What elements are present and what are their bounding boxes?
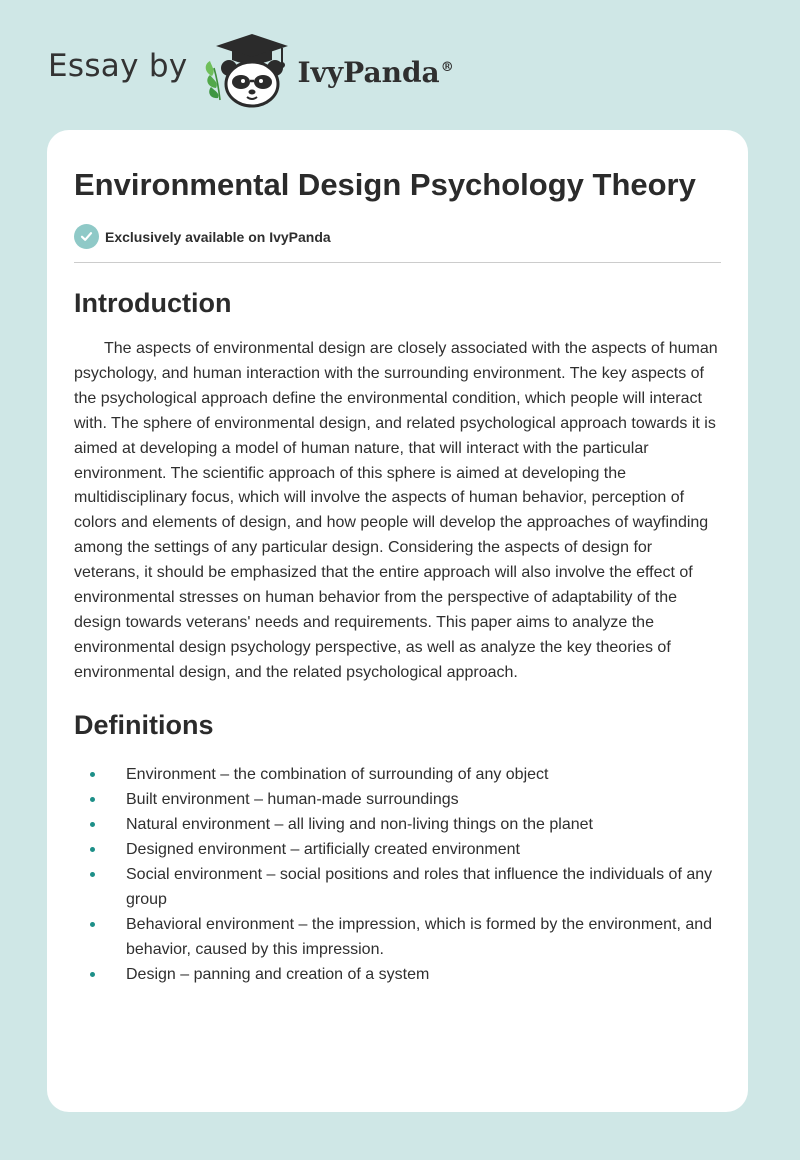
section-heading-definitions: Definitions — [74, 709, 214, 740]
check-icon — [74, 224, 99, 249]
registered-mark: ® — [440, 60, 454, 76]
brand-header — [48, 30, 454, 110]
definitions-list — [74, 762, 721, 987]
essay-title: Environmental Design Psychology Theory — [74, 167, 696, 202]
exclusive-label: Exclusively available on IvyPanda — [105, 228, 331, 245]
list-item: Design – panning and creation of a system — [74, 962, 721, 987]
list-item: Built environment – human-made surroundings — [74, 787, 721, 812]
list-item: Designed environment – artificially created environment — [74, 837, 721, 862]
essay-card — [47, 130, 748, 1112]
introduction-section — [74, 286, 721, 686]
list-item: Social environment – social positions and roles that influence the individuals of any group — [74, 862, 721, 912]
list-item: Behavioral environment – the impression, which is formed by the environment, and behavior, caused by this impression. — [74, 912, 721, 962]
list-item: Environment – the combination of surrounding of any object — [74, 762, 721, 787]
list-item: Natural environment – all living and non-living things on the planet — [74, 812, 721, 837]
brand-name: IvyPanda® — [297, 55, 454, 89]
introduction-paragraph: The aspects of environmental design are closely associated with the aspects of human psychology, and human interaction with the surrounding environment. The key aspects of the psychological approach define the environmental condition, which people will interact with. The sphere of environmental design, and related psychological approach towards it is aimed at developing a model of human nature, that will interact with the particular environment. The scientific approach of this sphere is aimed at developing the multidisciplinary focus, which will involve the aspects of human behavior, perception of colors and elements of design, and how people will develop the approaches of wayfinding among the settings of any particular design. Considering the aspects of design for veterans, it should be emphasized that the entire approach will also involve the effect of environmental stresses on human behavior from the perspective of adaptability of the design towards veterans' needs and requirements. This paper aims to analyze the environmental design psychology perspective, as well as analyze the key theories of environmental design, and the related psychological approach. — [74, 340, 718, 681]
definitions-section — [74, 708, 721, 987]
brand-prefix: Essay by — [48, 48, 188, 84]
panda-graduate-icon — [202, 30, 294, 110]
exclusive-badge — [74, 224, 721, 263]
section-heading-introduction: Introduction — [74, 288, 232, 318]
